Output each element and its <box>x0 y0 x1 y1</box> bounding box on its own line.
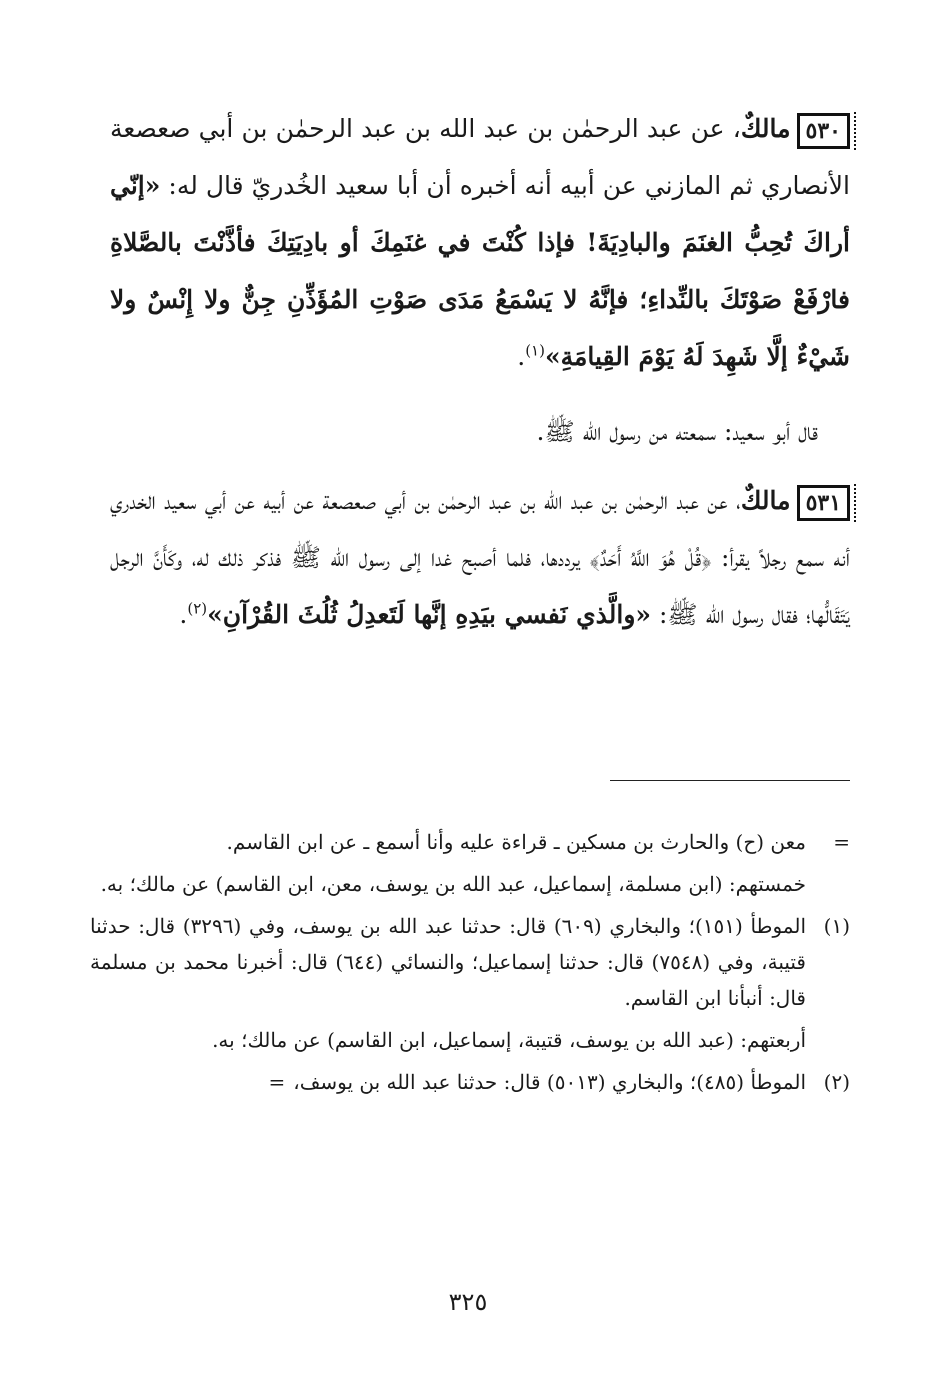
footnotes <box>90 824 850 1106</box>
footnote-paragraph: أربعتهم: (عبد الله بن يوسف، قتيبة، إسماعيل، ابن القاسم) عن مالك؛ به. <box>212 1028 806 1052</box>
abu-said-quote: قال أبو سعيد: سمعته من رسول الله ﷺ. <box>536 417 818 446</box>
matn-text: «والَّذي نَفسي بيَدِهِ إنَّها لَتَعدِلُ ثُلُثَ القُرْآنِ» <box>207 600 652 629</box>
hadith-530 <box>110 100 850 385</box>
narrator-name: مالكٌ <box>740 114 791 143</box>
footnote-text: الموطأ (٤٨٥)؛ والبخاري (٥٠١٣) قال: حدثنا عبد الله بن يوسف، <box>293 1070 806 1094</box>
footnote-continuation <box>90 824 850 902</box>
continuation-mark: = <box>833 830 850 854</box>
quran-verse: ﴿قُلْ هُوَ اللَّهُ أَحَدٌ﴾ <box>589 543 712 572</box>
main-text <box>110 100 850 643</box>
footnote-body <box>90 908 806 1058</box>
end-mark: . <box>517 342 526 371</box>
footnote-mark: (٢) <box>823 1070 850 1094</box>
footnote-separator <box>110 780 850 800</box>
footnote-body <box>90 824 806 902</box>
footnote-ref[interactable]: (٢) <box>187 599 208 618</box>
matn-text: «إنّي أراكَ تُحِبُّ الغنَمَ والبادِيَةَ! فإذا كُنْتَ في غنَمِكَ أو بادِيَتِكَ فأذَّنْتَ بالصَّلاةِ فارْفَعْ صَوْتَكَ بالنِّداءِ؛ فإنَّهُ لا يَسْمَعُ مَدَى صَوْتِ المُؤَذِّنِ جِنٌّ ولا إِنْسٌ ولا شَيْءٌ إلَّا شَهِدَ لَهُ يَوْمَ القِيامَةِ» <box>110 171 850 371</box>
isnad-text: ، عن عبد الرحمٰن بن عبد الله بن عبد الرحمٰن بن أبي صعصعة عن أبيه عن أبي سعيد الخدري أنه سمع رجلاً يقرأ: <box>110 486 850 572</box>
footnote-paragraph <box>90 1064 806 1100</box>
narrator-name: مالكٌ <box>740 486 791 515</box>
footnote-ref[interactable]: (١) <box>525 341 545 360</box>
footnote-paragraph: خمستهم: (ابن مسلمة، إسماعيل، عبد الله بن يوسف، معن، ابن القاسم) عن مالك؛ به. <box>100 872 806 896</box>
separator-rule <box>610 780 850 781</box>
page-number: ٣٢٥ <box>448 1288 488 1316</box>
footnote-paragraph: معن (ح) والحارث بن مسكين ـ قراءة عليه وأنا أسمع ـ عن ابن القاسم. <box>226 830 806 854</box>
hadith-531 <box>110 472 850 643</box>
narrative-text: يرددها، فلما أصبح غدا إلى رسول الله ﷺ فذكر ذلك له، وكَأَنَّ الرجل يَتَقَالُّها؛ فقال رسول الله ﷺ: <box>110 543 850 629</box>
footnote-body <box>90 1064 806 1100</box>
continuation-mark: = <box>268 1070 286 1094</box>
hadith-number-box: ٥٣٠ <box>797 113 850 149</box>
hadith-number-box: ٥٣١ <box>797 485 850 521</box>
footnote-1 <box>90 908 850 1058</box>
footnote-paragraph: الموطأ (١٥١)؛ والبخاري (٦٠٩) قال: حدثنا عبد الله بن يوسف، وفي (٣٢٩٦) قال: حدثنا قتيبة، وفي (٧٥٤٨) قال: حدثنا إسماعيل؛ والنسائي (٦٤٤) قال: أخبرنا محمد بن مسلمة قال: أنبأنا ابن القاسم. <box>90 914 807 1010</box>
end-mark: . <box>179 600 188 629</box>
isnad-text: ، عن عبد الرحمٰن بن عبد الله بن عبد الرحمٰن بن أبي صعصعة الأنصاري ثم المازني عن أبيه أنه أخبره أن أبا سعيد الخُدريّ قال له: <box>110 114 850 200</box>
footnote-mark: (١) <box>823 914 850 938</box>
footnote-2 <box>90 1064 850 1100</box>
